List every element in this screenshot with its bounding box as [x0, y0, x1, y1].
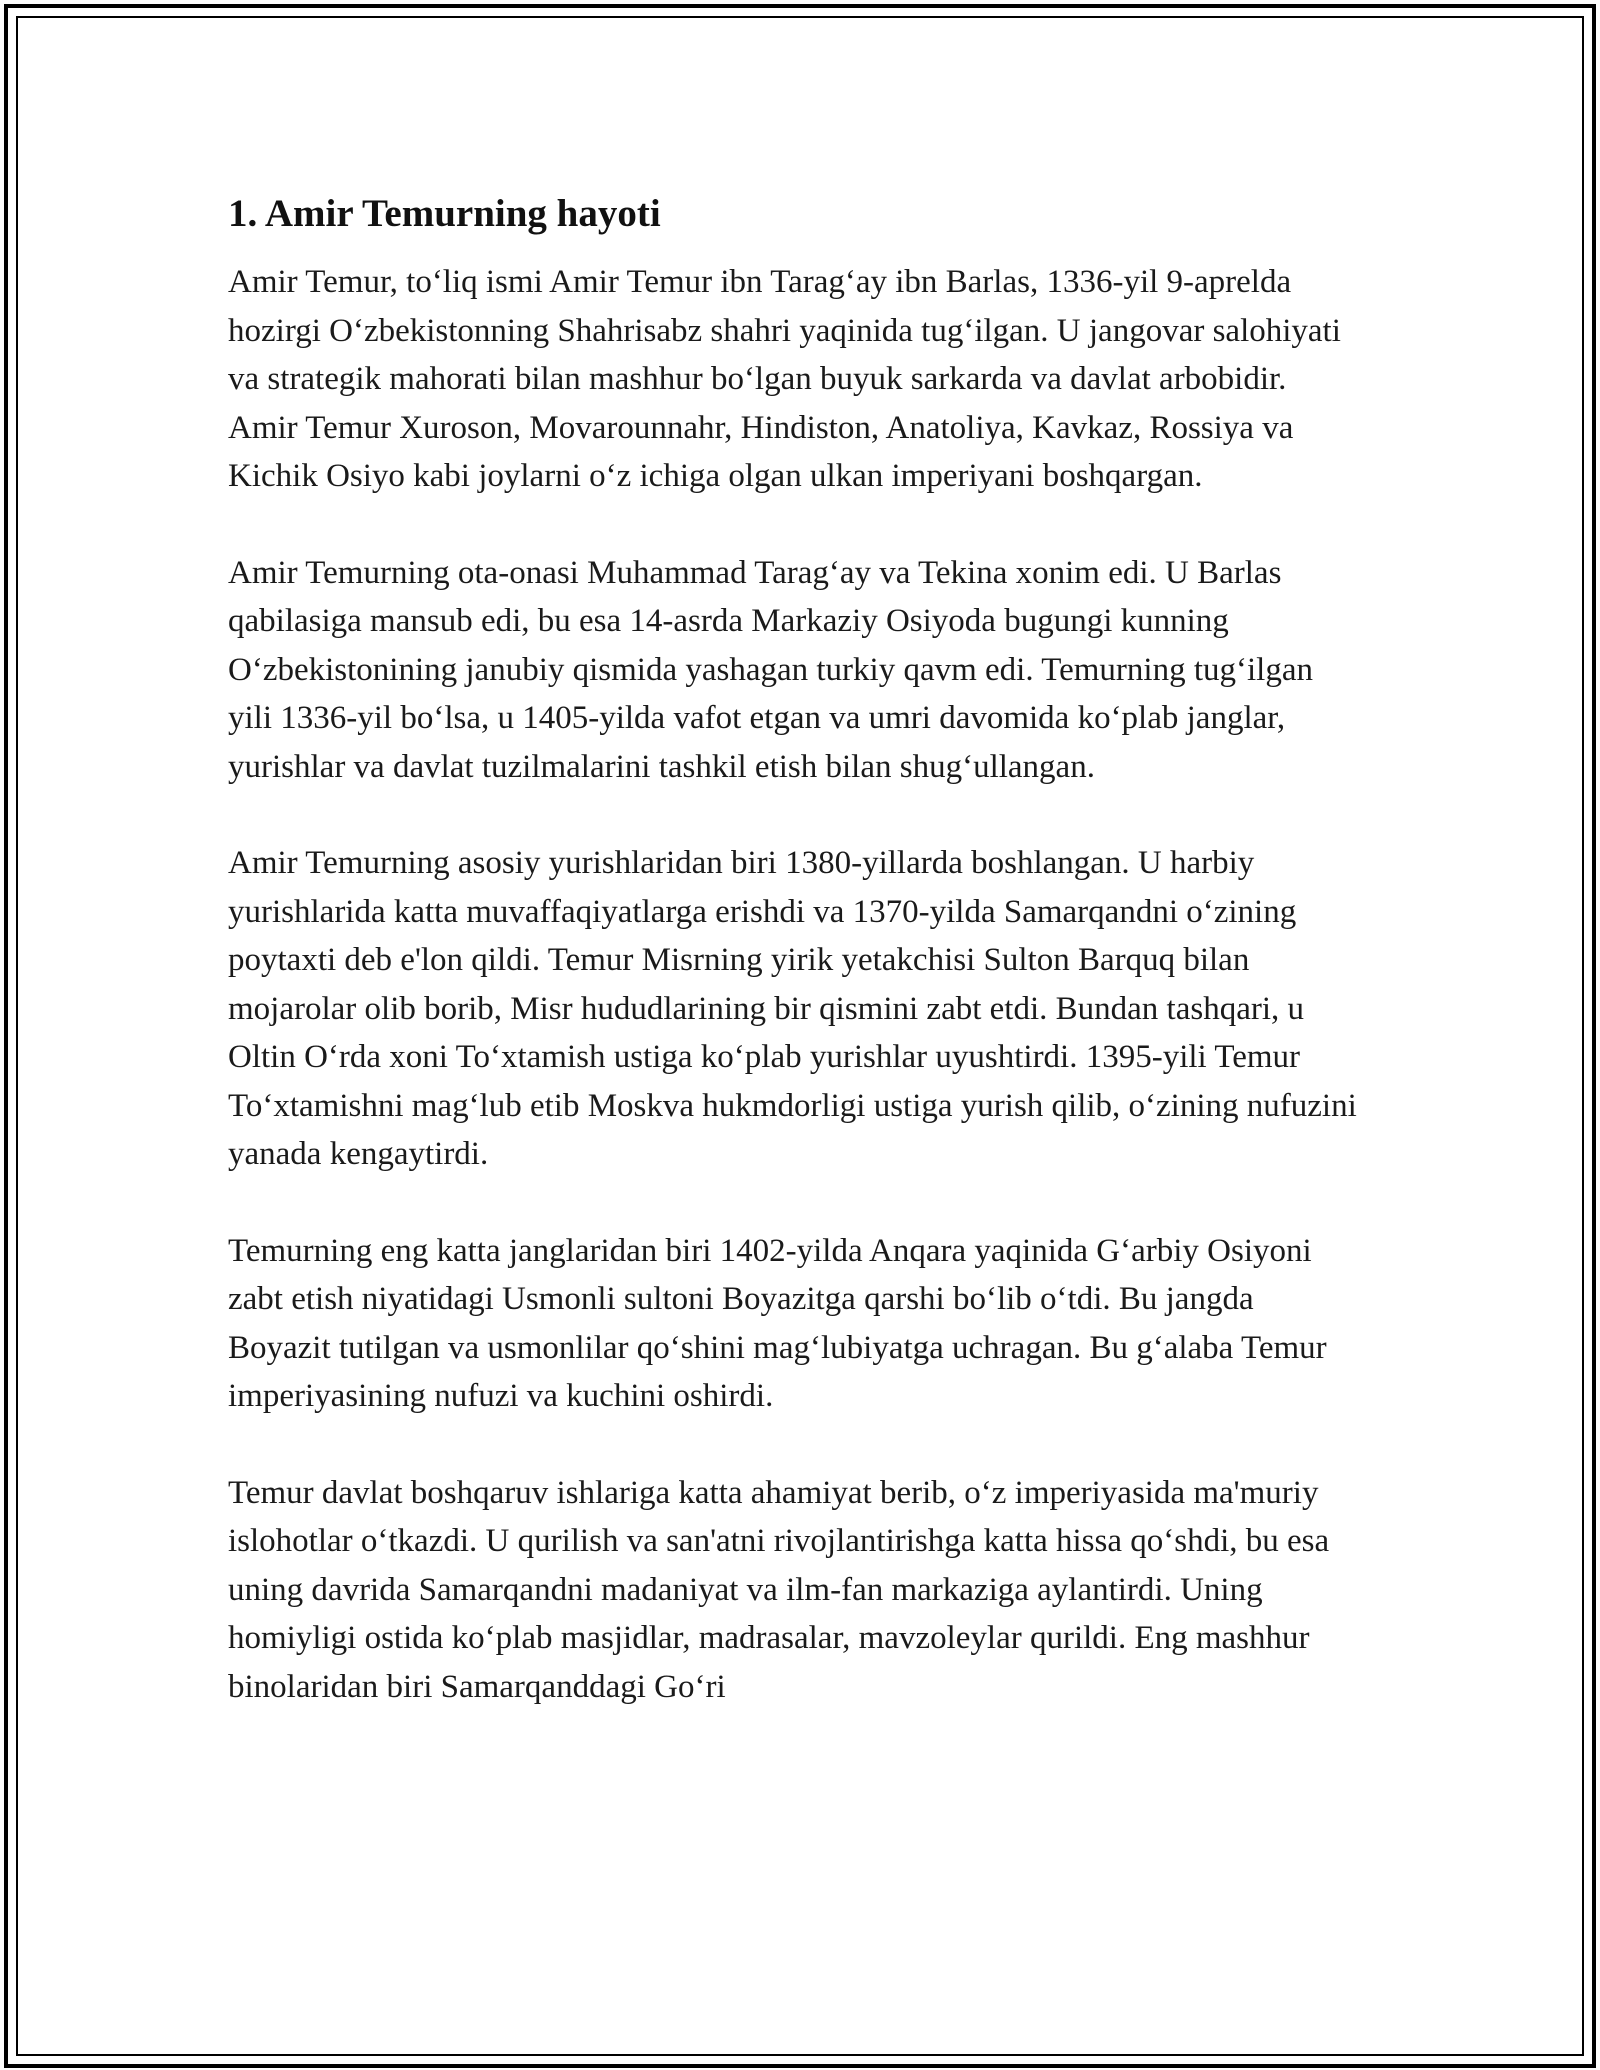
- paragraph-birth: Amir Temur, to‘liq ismi Amir Temur ibn Tarag‘ay ibn Barlas, 1336-yil 9-aprelda hozirgi O‘zbekistonning Shahrisabz shahri yaqinida tug‘ilgan. U jangovar salohiyati va strategik mahorati bilan mashhur bo‘lgan buyuk sarkarda va davlat arbobidir. Amir Temur Xuroson, Movarounnahr, Hindiston, Anatoliya, Kavkaz, Rossiya va Kichik Osiyo kabi joylarni o‘z ichiga olgan ulkan imperiyani boshqargan.: [228, 264, 1341, 494]
- section-heading: 1. Amir Temurning hayoti: [228, 192, 661, 235]
- document-body: [228, 186, 1358, 1711]
- paragraph-administration: Temur davlat boshqaruv ishlariga katta ahamiyat berib, o‘z imperiyasida ma'muriy islohotlar o‘tkazdi. U qurilish va san'atni rivojlantirishga katta hissa qo‘shdi, bu esa uning davrida Samarqandni madaniyat va ilm-fan markaziga aylantirdi. Uning homiyligi ostida ko‘plab masjidlar, madrasalar, mavzoleylar qurildi. Eng mashhur binolaridan biri Samarqanddagi Go‘ri: [228, 1474, 1330, 1705]
- paragraph-parents: Amir Temurning ota-onasi Muhammad Tarag‘ay va Tekina xonim edi. U Barlas qabilasiga mansub edi, bu esa 14-asrda Markaziy Osiyoda bugungi kunning O‘zbekistonining janubiy qismida yashagan turkiy qavm edi. Temurning tug‘ilgan yili 1336-yil bo‘lsa, u 1405-yilda vafot etgan va umri davomida ko‘plab janglar, yurishlar va davlat tuzilmalarini tashkil etish bilan shug‘ullangan.: [228, 554, 1313, 785]
- paragraph-ankara-battle: Temurning eng katta janglaridan biri 1402-yilda Anqara yaqinida G‘arbiy Osiyoni zabt etish niyatidagi Usmonli sultoni Boyazitga qarshi bo‘lib o‘tdi. Bu jangda Boyazit tutilgan va usmonlilar qo‘shini mag‘lubiyatga uchragan. Bu g‘alaba Temur imperiyasining nufuzi va kuchini oshirdi.: [228, 1232, 1327, 1414]
- paragraph-campaigns: Amir Temurning asosiy yurishlaridan biri 1380-yillarda boshlangan. U harbiy yurishlarida katta muvaffaqiyatlarga erishdi va 1370-yilda Samarqandni o‘zining poytaxti deb e'lon qildi. Temur Misrning yirik yetakchisi Sulton Barquq bilan mojarolar olib borib, Misr hududlarining bir qismini zabt etdi. Bundan tashqari, u Oltin O‘rda xoni To‘xtamish ustiga ko‘plab yurishlar uyushtirdi. 1395-yili Temur To‘xtamishni mag‘lub etib Moskva hukmdorligi ustiga yurish qilib, o‘zining nufuzini yanada kengaytirdi.: [228, 845, 1357, 1172]
